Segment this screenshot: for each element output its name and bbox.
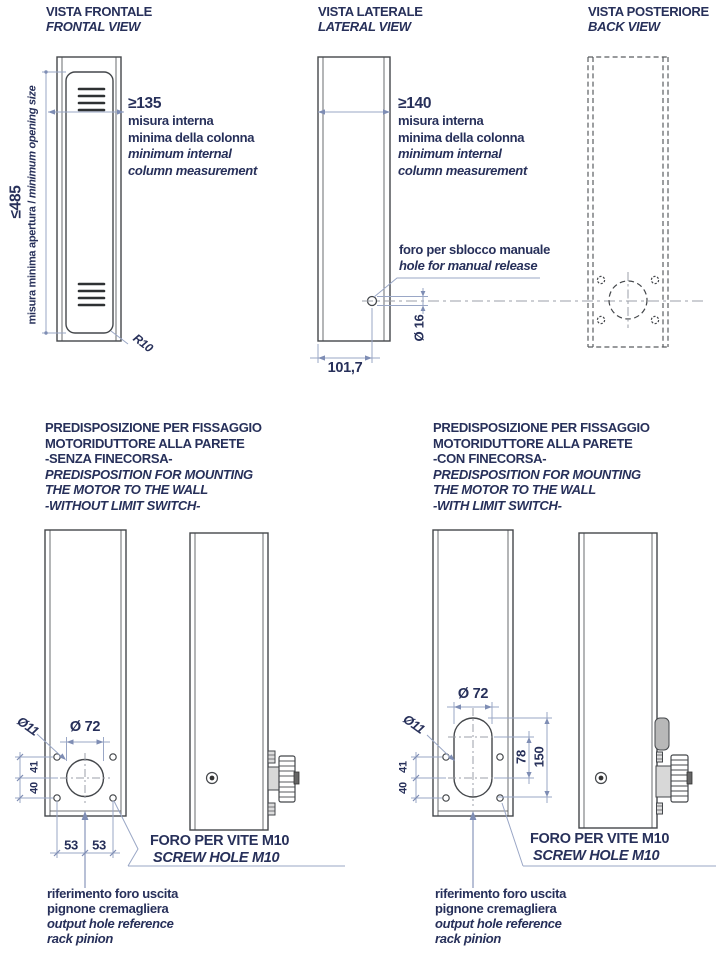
mount-limit-side: [579, 533, 692, 828]
release-label-it: foro per sblocco manuale: [399, 242, 551, 257]
screw-dia-dim: Ø11: [14, 713, 42, 739]
ref-line: output hole reference: [47, 916, 174, 931]
lateral-internal-label: minimum internal: [398, 146, 502, 161]
dim-arrow: [421, 306, 426, 312]
frontal-title-en: FRONTAL VIEW: [46, 19, 141, 34]
vertical-dim-top: 41: [28, 761, 41, 773]
frontal-height-dim: ≤485: [7, 185, 25, 219]
frontal-internal-label: minimum internal: [128, 146, 232, 161]
pinion-gear: [671, 755, 688, 802]
ref-line: rack pinion: [435, 931, 502, 946]
mount-no-limit-side: [190, 533, 299, 830]
vertical-dim-top: 41: [397, 761, 410, 773]
title-line: MOTORIDUTTORE ALLA PARETE: [433, 435, 633, 451]
lateral-title-en: LATERAL VIEW: [318, 19, 411, 34]
dim-arrow: [526, 772, 531, 778]
frontal-internal-label: column measurement: [128, 162, 257, 178]
pinion-shaft-nub: [294, 772, 299, 784]
rack-pinion-reference: [435, 886, 566, 946]
motor-side-outline: [190, 533, 268, 830]
slot-total-dim: 150: [531, 746, 547, 768]
slot-centers-dim: 78: [513, 750, 529, 764]
dim-arrow: [544, 718, 549, 724]
pinion-bracket: [656, 766, 672, 797]
frontal-title-it: VISTA FRONTALE: [46, 4, 153, 19]
title-line: PREDISPOSIZIONE PER FISSAGGIO: [433, 420, 650, 435]
depth-dim: 101,7: [327, 359, 363, 376]
title-line: PREDISPOSITION FOR MOUNTING: [433, 466, 641, 482]
lateral-internal-label: minima della colonna: [398, 129, 525, 145]
lateral-title-it: VISTA LATERALE: [318, 4, 423, 19]
dim-arrow: [421, 291, 426, 297]
frontal-internal-label: misura interna: [128, 113, 214, 128]
title-line: THE MOTOR TO THE WALL: [45, 482, 208, 497]
title-line: THE MOTOR TO THE WALL: [433, 482, 596, 497]
title-line: -WITHOUT LIMIT SWITCH-: [45, 497, 201, 513]
frontal-view-drawing: [42, 57, 128, 344]
lateral-internal-dim: ≥140: [398, 95, 432, 112]
ref-line: riferimento foro uscita: [47, 886, 179, 901]
frontal-opening-label: [28, 86, 39, 325]
ref-line: pignone cremagliera: [47, 901, 169, 916]
dim-arrow: [318, 355, 325, 360]
screw-hole-label-it: FORO PER VITE M10: [530, 831, 670, 847]
lateral-internal-label: column measurement: [398, 162, 527, 178]
release-leader-line: [374, 278, 540, 297]
pinion-dia-dim: Ø 72: [69, 718, 101, 735]
title-line: PREDISPOSITION FOR MOUNTING: [45, 466, 253, 482]
lateral-view-drawing: [310, 57, 705, 363]
title-line: MOTORIDUTTORE ALLA PARETE: [45, 435, 245, 451]
opening-label-it: misura minima apertura /: [26, 200, 39, 325]
back-title-en: BACK VIEW: [588, 19, 660, 34]
horizontal-dim-left: 53: [64, 837, 78, 853]
horizontal-dim-right: 53: [92, 837, 106, 853]
frontal-internal-dim: ≥135: [128, 95, 162, 112]
limit-switch-unit: [655, 718, 669, 750]
dim-arrow: [365, 355, 372, 360]
fixing-screw-center: [599, 776, 604, 781]
dim-end-dot: [44, 331, 47, 334]
release-label-en: hole for manual release: [399, 258, 538, 273]
title-line: PREDISPOSIZIONE PER FISSAGGIO: [45, 420, 262, 435]
title-line: -WITH LIMIT SWITCH-: [433, 497, 562, 513]
pinion-dia-dim: Ø 72: [457, 685, 489, 702]
lateral-internal-label: misura interna: [398, 113, 484, 128]
screw-hole-label-en: SCREW HOLE M10: [153, 850, 280, 866]
dim-arrow: [526, 737, 531, 743]
screw-hole-label-it: FORO PER VITE M10: [150, 833, 290, 849]
ref-line: riferimento foro uscita: [435, 886, 567, 901]
rack-pinion-reference: [47, 886, 178, 946]
screw-holes-dashed: [597, 276, 658, 323]
ref-line: pignone cremagliera: [435, 901, 557, 916]
column-side-outline: [318, 57, 390, 341]
mount-no-limit-title: [45, 420, 262, 513]
ref-line: output hole reference: [435, 916, 562, 931]
back-title-it: VISTA POSTERIORE: [588, 4, 709, 19]
opening-label-en: minimum opening size: [26, 85, 39, 199]
dim-arrow: [544, 791, 549, 797]
screw-hole-label-en: SCREW HOLE M10: [533, 848, 660, 864]
fixing-screw-center: [210, 776, 215, 781]
back-view-drawing: [588, 57, 668, 347]
pinion-bracket: [268, 767, 280, 790]
vertical-dim-bottom: 40: [28, 782, 41, 794]
screw-dia-dim: Ø11: [400, 711, 428, 737]
vertical-dim-bottom: 40: [397, 782, 410, 794]
title-line: -CON FINECORSA-: [433, 451, 547, 466]
pinion-shaft-nub: [687, 772, 692, 784]
frontal-radius-label: R10: [130, 330, 156, 356]
mount-limit-title: [433, 420, 650, 513]
title-line: -SENZA FINECORSA-: [45, 451, 173, 466]
dim-end-dot: [44, 70, 47, 73]
motor-side-outline: [579, 533, 657, 828]
ref-line: rack pinion: [47, 931, 114, 946]
frontal-internal-label: minima della colonna: [128, 129, 255, 145]
release-hole-dia: Ø 16: [411, 314, 427, 342]
pinion-gear: [279, 756, 295, 802]
